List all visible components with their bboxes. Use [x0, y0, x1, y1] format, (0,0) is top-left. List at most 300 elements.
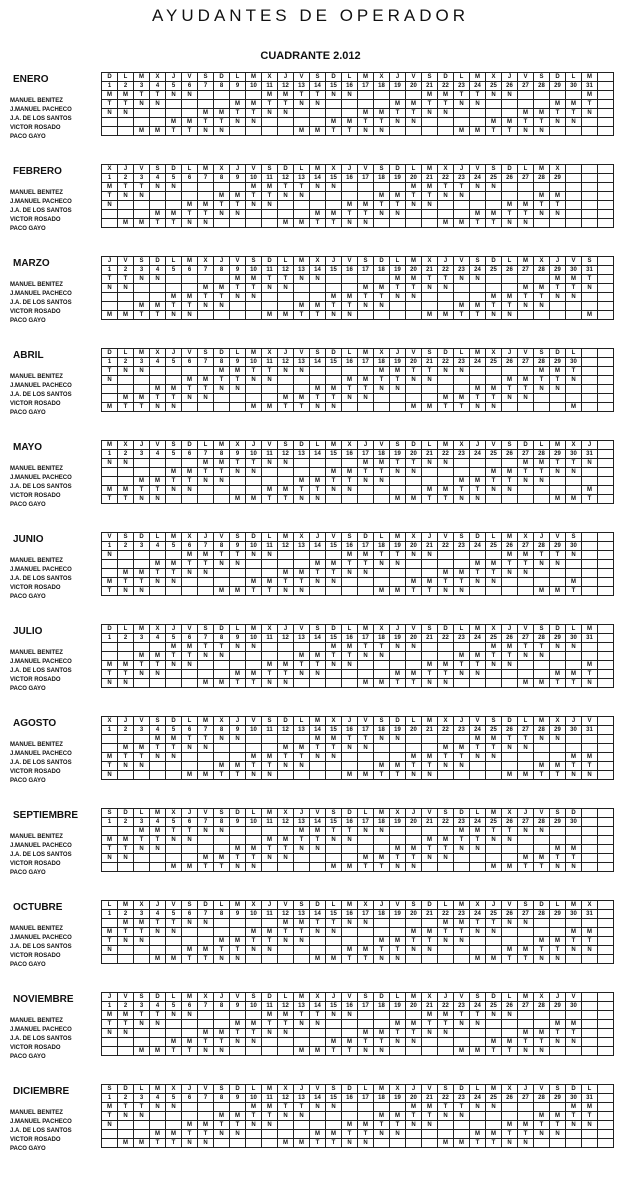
shift-cell: [470, 1121, 486, 1130]
shift-cell: [182, 670, 198, 679]
shift-cell: [150, 854, 166, 863]
shift-cell: N: [294, 1112, 310, 1121]
shift-cell: T: [246, 192, 262, 201]
day-number-cell: 27: [518, 82, 534, 91]
day-number-cell: 9: [230, 726, 246, 735]
month-grid: [101, 808, 614, 872]
shift-cell: N: [166, 311, 182, 320]
shift-cell: N: [358, 827, 374, 836]
day-number-cell: 5: [166, 358, 182, 367]
shift-cell: N: [134, 367, 150, 376]
weekday-cell: J: [390, 349, 406, 358]
shift-cell: T: [534, 468, 550, 477]
weekday-cell: J: [326, 257, 342, 266]
shift-cell: N: [278, 459, 294, 468]
shift-cell: N: [454, 937, 470, 946]
weekday-cell: D: [166, 165, 182, 174]
shift-cell: M: [198, 201, 214, 210]
worker-row: [102, 394, 614, 403]
shift-cell: [358, 495, 374, 504]
weekday-cell: X: [550, 165, 566, 174]
shift-cell: N: [230, 210, 246, 219]
shift-cell: T: [342, 652, 358, 661]
day-number-cell: 9: [230, 82, 246, 91]
shift-cell: [502, 1029, 518, 1038]
weekday-cell: J: [374, 901, 390, 910]
shift-cell: T: [486, 1047, 502, 1056]
shift-cell: [518, 1103, 534, 1112]
weekday-cell: L: [422, 441, 438, 450]
shift-cell: [278, 643, 294, 652]
shift-cell: [246, 919, 262, 928]
shift-cell: [278, 376, 294, 385]
shift-cell: M: [150, 955, 166, 964]
shift-cell: M: [342, 201, 358, 210]
shift-cell: T: [566, 854, 582, 863]
shift-cell: [406, 91, 422, 100]
shift-cell: T: [182, 385, 198, 394]
shift-cell: N: [502, 919, 518, 928]
shift-cell: M: [118, 486, 134, 495]
shift-cell: M: [214, 367, 230, 376]
weekday-cell: V: [294, 349, 310, 358]
day-number-cell: 19: [390, 174, 406, 183]
shift-cell: M: [550, 1112, 566, 1121]
month-block-enero: [8, 72, 618, 158]
shift-cell: [518, 1011, 534, 1020]
shift-cell: [214, 569, 230, 578]
shift-cell: T: [550, 1029, 566, 1038]
shift-cell: M: [182, 643, 198, 652]
shift-cell: N: [374, 560, 390, 569]
shift-cell: T: [342, 127, 358, 136]
shift-cell: N: [582, 946, 598, 955]
shift-cell: T: [310, 219, 326, 228]
shift-cell: [566, 91, 582, 100]
day-number-cell: 1: [102, 818, 118, 827]
shift-cell: N: [422, 1029, 438, 1038]
shift-cell: N: [198, 1047, 214, 1056]
shift-cell: [198, 1103, 214, 1112]
shift-cell: N: [438, 1112, 454, 1121]
shift-cell: [246, 1130, 262, 1139]
shift-cell: N: [422, 771, 438, 780]
shift-cell: [214, 845, 230, 854]
weekday-cell: [582, 809, 598, 818]
shift-cell: N: [246, 201, 262, 210]
weekday-cell: L: [374, 533, 390, 542]
shift-cell: [390, 827, 406, 836]
shift-cell: T: [278, 403, 294, 412]
shift-cell: M: [118, 744, 134, 753]
shift-cell: [102, 560, 118, 569]
shift-cell: [182, 403, 198, 412]
day-number-cell: 10: [246, 634, 262, 643]
shift-cell: T: [214, 551, 230, 560]
shift-cell: T: [518, 385, 534, 394]
shift-cell: M: [374, 367, 390, 376]
day-number-cell: 12: [278, 910, 294, 919]
day-number-cell: 9: [230, 358, 246, 367]
worker-row: [102, 275, 614, 284]
shift-cell: M: [374, 459, 390, 468]
shift-cell: N: [566, 946, 582, 955]
day-number-cell: 8: [214, 1002, 230, 1011]
day-number-cell: 19: [390, 818, 406, 827]
weekday-cell: X: [198, 993, 214, 1002]
shift-cell: N: [502, 661, 518, 670]
shift-cell: T: [374, 643, 390, 652]
shift-cell: [118, 376, 134, 385]
shift-cell: M: [198, 679, 214, 688]
shift-cell: [150, 643, 166, 652]
shift-cell: N: [214, 560, 230, 569]
shift-cell: M: [566, 845, 582, 854]
shift-cell: M: [502, 946, 518, 955]
shift-cell: [134, 293, 150, 302]
day-number-cell: 6: [182, 542, 198, 551]
shift-cell: [470, 551, 486, 560]
shift-cell: [310, 284, 326, 293]
shift-cell: [566, 201, 582, 210]
month-name: MARZO: [13, 258, 50, 269]
shift-cell: [566, 652, 582, 661]
shift-cell: T: [470, 919, 486, 928]
day-number-cell: 10: [246, 818, 262, 827]
shift-cell: N: [326, 1011, 342, 1020]
shift-cell: [598, 587, 614, 596]
shift-cell: [118, 468, 134, 477]
shift-cell: [166, 1029, 182, 1038]
shift-cell: T: [406, 459, 422, 468]
worker-row: [102, 459, 614, 468]
day-number-cell: 25: [486, 1002, 502, 1011]
weekday-cell: J: [102, 257, 118, 266]
shift-cell: [518, 91, 534, 100]
shift-cell: [566, 836, 582, 845]
shift-cell: [246, 836, 262, 845]
shift-cell: M: [278, 219, 294, 228]
shift-cell: [102, 827, 118, 836]
worker-name: J.A. DE LOS SANTOS: [10, 852, 72, 858]
month-grid: [101, 348, 614, 412]
shift-cell: N: [342, 744, 358, 753]
weekday-cell: V: [342, 257, 358, 266]
shift-cell: M: [518, 551, 534, 560]
shift-cell: N: [406, 1121, 422, 1130]
shift-cell: N: [310, 845, 326, 854]
shift-cell: N: [534, 827, 550, 836]
shift-cell: M: [486, 955, 502, 964]
month-name: DICIEMBRE: [13, 1086, 70, 1097]
shift-cell: T: [246, 367, 262, 376]
worker-row: [102, 670, 614, 679]
shift-cell: [166, 192, 182, 201]
shift-cell: N: [230, 293, 246, 302]
shift-cell: T: [326, 744, 342, 753]
shift-cell: T: [390, 459, 406, 468]
shift-cell: [582, 385, 598, 394]
shift-cell: T: [198, 118, 214, 127]
shift-cell: T: [358, 955, 374, 964]
shift-cell: [598, 109, 614, 118]
worker-row: [102, 836, 614, 845]
shift-cell: M: [566, 578, 582, 587]
shift-cell: N: [486, 661, 502, 670]
day-number-cell: 14: [310, 266, 326, 275]
shift-cell: N: [150, 928, 166, 937]
shift-cell: N: [102, 459, 118, 468]
shift-cell: [150, 1121, 166, 1130]
page-title: AYUDANTES DE OPERADOR: [151, 6, 469, 25]
day-number-cell: 5: [166, 818, 182, 827]
weekday-cell: D: [390, 717, 406, 726]
weekday-cell: S: [294, 901, 310, 910]
shift-cell: T: [198, 468, 214, 477]
shift-cell: T: [358, 735, 374, 744]
shift-cell: [150, 551, 166, 560]
shift-cell: M: [470, 477, 486, 486]
shift-cell: T: [390, 679, 406, 688]
shift-cell: M: [262, 836, 278, 845]
shift-cell: M: [422, 753, 438, 762]
shift-cell: M: [518, 109, 534, 118]
shift-cell: [406, 661, 422, 670]
worker-name: PACO GAYO: [10, 594, 46, 600]
weekday-cell: V: [342, 993, 358, 1002]
shift-cell: [550, 183, 566, 192]
shift-cell: [102, 219, 118, 228]
shift-cell: [230, 753, 246, 762]
shift-cell: [390, 652, 406, 661]
shift-cell: [294, 459, 310, 468]
weekday-cell: [598, 349, 614, 358]
weekday-cell: M: [534, 165, 550, 174]
shift-cell: N: [246, 1121, 262, 1130]
shift-cell: [262, 1130, 278, 1139]
shift-cell: M: [230, 495, 246, 504]
day-number-cell: 30: [566, 82, 582, 91]
month-grid: [101, 72, 614, 136]
shift-cell: [534, 845, 550, 854]
weekday-cell: [582, 349, 598, 358]
day-number-cell: 15: [326, 174, 342, 183]
shift-cell: [326, 100, 342, 109]
shift-cell: N: [486, 578, 502, 587]
shift-cell: [406, 836, 422, 845]
shift-cell: [374, 919, 390, 928]
shift-cell: [486, 946, 502, 955]
shift-cell: M: [230, 1020, 246, 1029]
shift-cell: M: [214, 1029, 230, 1038]
shift-cell: M: [230, 1112, 246, 1121]
shift-cell: T: [102, 587, 118, 596]
shift-cell: T: [326, 652, 342, 661]
shift-cell: N: [294, 1020, 310, 1029]
shift-cell: [294, 201, 310, 210]
weekday-cell: V: [422, 1085, 438, 1094]
shift-cell: M: [566, 100, 582, 109]
shift-cell: M: [486, 468, 502, 477]
weekday-cell: S: [150, 165, 166, 174]
shift-cell: [470, 109, 486, 118]
day-number-cell: 24: [470, 1002, 486, 1011]
shift-cell: M: [150, 477, 166, 486]
shift-cell: [454, 560, 470, 569]
shift-cell: [566, 183, 582, 192]
weekday-cell: J: [422, 533, 438, 542]
day-number-cell: 29: [550, 450, 566, 459]
shift-cell: [214, 1139, 230, 1148]
day-number-cell: 28: [534, 910, 550, 919]
shift-cell: [262, 302, 278, 311]
shift-cell: T: [310, 486, 326, 495]
weekday-cell: L: [502, 993, 518, 1002]
weekday-cell: [598, 901, 614, 910]
shift-cell: [422, 735, 438, 744]
worker-row: [102, 1121, 614, 1130]
day-number-cell: 22: [438, 726, 454, 735]
weekday-cell: V: [134, 165, 150, 174]
shift-cell: [582, 376, 598, 385]
shift-cell: [550, 1011, 566, 1020]
weekday-cell: S: [310, 349, 326, 358]
shift-cell: N: [518, 827, 534, 836]
day-number-cell: 7: [198, 1094, 214, 1103]
weekday-cell: X: [166, 1085, 182, 1094]
shift-cell: M: [486, 560, 502, 569]
weekday-cell: M: [262, 1085, 278, 1094]
shift-cell: M: [566, 753, 582, 762]
shift-cell: [598, 578, 614, 587]
month-block-abril: [8, 348, 618, 434]
shift-cell: M: [182, 376, 198, 385]
weekday-cell: X: [150, 73, 166, 82]
weekday-cell: V: [214, 533, 230, 542]
shift-cell: M: [294, 827, 310, 836]
shift-cell: T: [486, 127, 502, 136]
shift-cell: [598, 863, 614, 872]
day-number-cell: 24: [470, 174, 486, 183]
shift-cell: [598, 468, 614, 477]
shift-cell: N: [118, 367, 134, 376]
shift-cell: N: [582, 771, 598, 780]
shift-cell: T: [198, 1038, 214, 1047]
shift-cell: N: [518, 744, 534, 753]
shift-cell: N: [214, 1047, 230, 1056]
shift-cell: T: [166, 744, 182, 753]
shift-cell: [246, 302, 262, 311]
shift-cell: [374, 403, 390, 412]
day-number-cell: 22: [438, 542, 454, 551]
shift-cell: [390, 1011, 406, 1020]
shift-cell: [454, 643, 470, 652]
shift-cell: [102, 468, 118, 477]
day-number-cell: 27: [518, 726, 534, 735]
day-number-cell: 18: [374, 266, 390, 275]
shift-cell: M: [262, 661, 278, 670]
shift-cell: [246, 735, 262, 744]
weekday-cell: M: [486, 1085, 502, 1094]
shift-cell: [358, 486, 374, 495]
day-number-cell: 4: [150, 634, 166, 643]
shift-cell: [598, 385, 614, 394]
shift-cell: [582, 302, 598, 311]
shift-cell: [262, 477, 278, 486]
shift-cell: [598, 376, 614, 385]
shift-cell: T: [182, 827, 198, 836]
shift-cell: M: [182, 946, 198, 955]
day-number-cell: 30: [566, 358, 582, 367]
shift-cell: N: [342, 836, 358, 845]
weekday-cell: D: [550, 73, 566, 82]
shift-cell: [582, 118, 598, 127]
shift-cell: M: [342, 293, 358, 302]
shift-cell: [566, 302, 582, 311]
day-number-cell: [598, 634, 614, 643]
shift-cell: [582, 863, 598, 872]
shift-cell: T: [406, 1029, 422, 1038]
day-number-cell: 2: [118, 726, 134, 735]
weekday-cell: V: [294, 73, 310, 82]
weekday-cell: S: [438, 1085, 454, 1094]
worker-name: J.MANUEL PACHECO: [10, 935, 72, 941]
worker-row: [102, 1029, 614, 1038]
shift-cell: T: [310, 744, 326, 753]
shift-cell: [246, 486, 262, 495]
shift-cell: [598, 1020, 614, 1029]
shift-cell: M: [134, 302, 150, 311]
shift-cell: N: [326, 753, 342, 762]
shift-cell: T: [374, 863, 390, 872]
shift-cell: [294, 735, 310, 744]
shift-cell: M: [406, 100, 422, 109]
day-number-cell: 31: [582, 266, 598, 275]
shift-cell: [342, 1020, 358, 1029]
shift-cell: T: [390, 284, 406, 293]
day-number-cell: 12: [278, 1094, 294, 1103]
shift-cell: [310, 293, 326, 302]
weekday-cell: M: [294, 257, 310, 266]
shift-cell: T: [502, 302, 518, 311]
shift-cell: M: [342, 946, 358, 955]
shift-cell: [438, 293, 454, 302]
shift-cell: [422, 468, 438, 477]
shift-cell: [374, 1103, 390, 1112]
shift-cell: [102, 1038, 118, 1047]
shift-cell: N: [550, 735, 566, 744]
shift-cell: [246, 652, 262, 661]
shift-cell: M: [534, 192, 550, 201]
shift-cell: T: [502, 1130, 518, 1139]
shift-cell: M: [294, 302, 310, 311]
shift-cell: N: [566, 643, 582, 652]
shift-cell: T: [550, 551, 566, 560]
worker-name: PACO GAYO: [10, 226, 46, 232]
shift-cell: T: [278, 1020, 294, 1029]
weekday-cell: D: [406, 441, 422, 450]
weekday-cell: V: [470, 165, 486, 174]
weekday-cell: S: [582, 257, 598, 266]
day-number-cell: 4: [150, 266, 166, 275]
day-number-cell: 27: [518, 1094, 534, 1103]
weekday-cell: M: [310, 165, 326, 174]
weekday-cell: J: [262, 901, 278, 910]
shift-cell: M: [566, 403, 582, 412]
shift-cell: T: [390, 1029, 406, 1038]
shift-cell: N: [438, 679, 454, 688]
shift-cell: T: [182, 302, 198, 311]
